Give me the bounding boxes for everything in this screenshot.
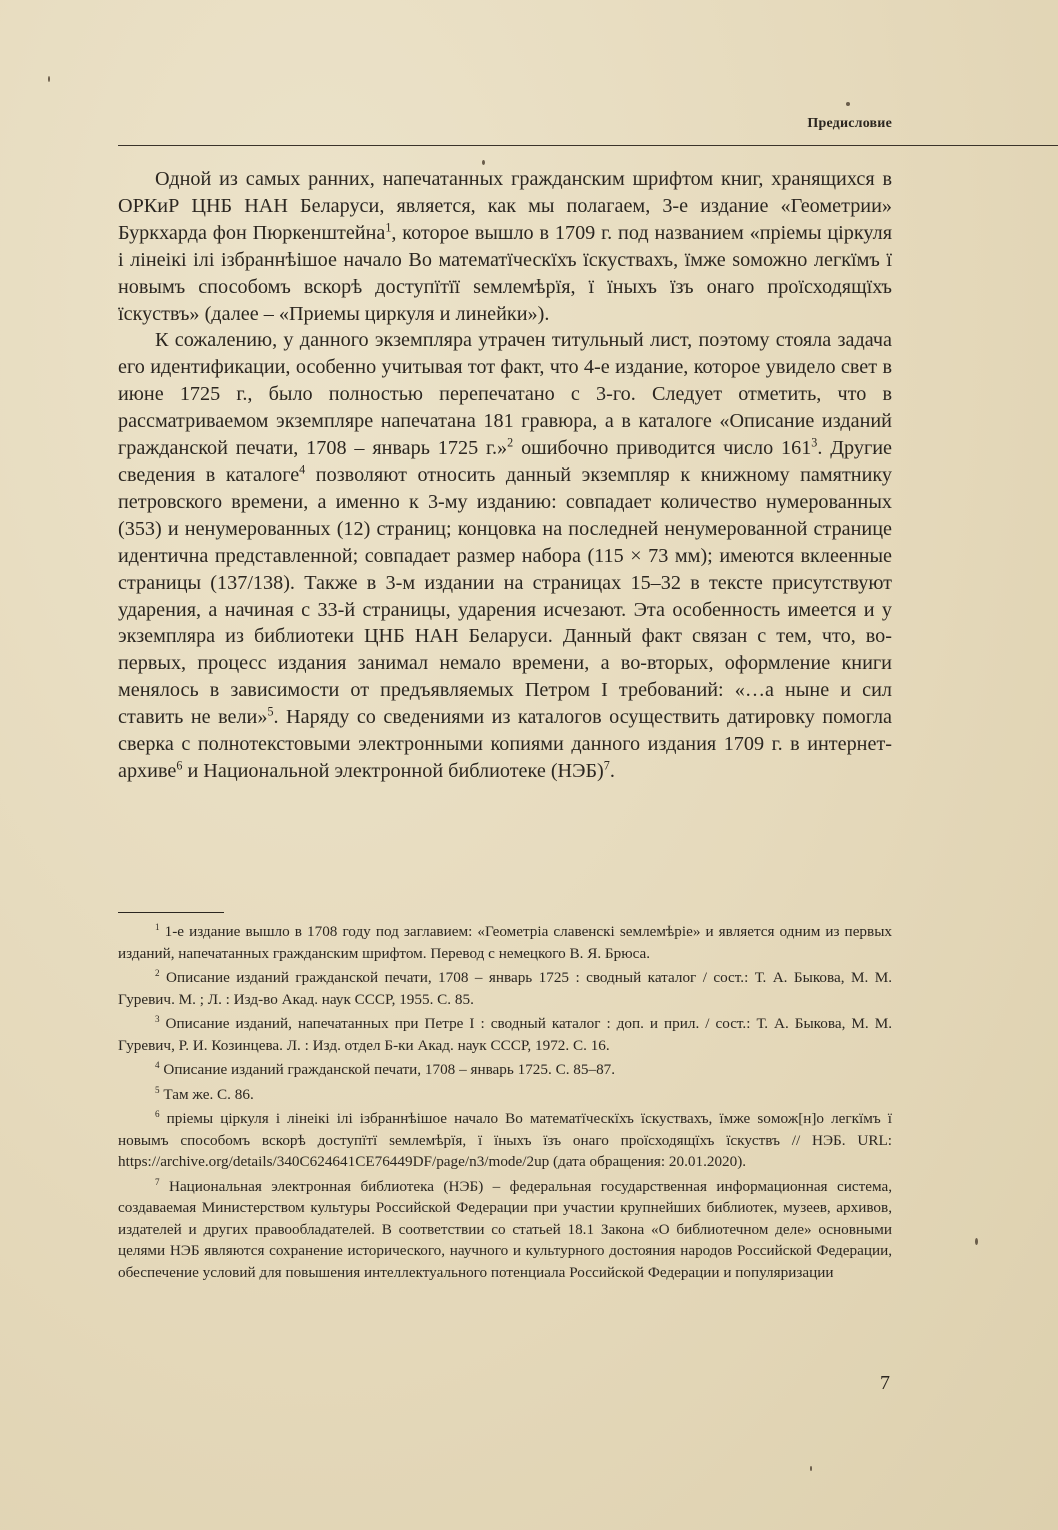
footnote-ref-5: 5 (267, 704, 274, 719)
paragraph-2: К сожалению, у данного экземпляра утрачен титульный лист, поэтому стояла задача его идентификации, особенно учитывая тот факт, что 4-е издание, которое увидело свет в июне 1725 г., было полностью перепечатано с 3-го. Следует отметить, что в рассматриваемом экземпляре напечатана 181 гравюра, а в каталоге «Описание изданий гражданской печати, 1708 – январь 1725 г.»$^2$ ошибочно приводится число $161^3$. Другие сведения в каталоге$^4$ позволяют относить данный экземпляр к книжному памятнику петровского времени, а именно к 3-му изданию: совпадает количество нумерованных (353) и ненумерованных (12) страниц; концовка на последней ненумерованной странице идентична представленной; совпадает размер набора (115 × 73 мм); имеются вклеенные страницы (137/138). Также в 3-м издании на страницах 15–32 в тексте присутствуют ударения, а начиная с 33-й страницы, ударения исчезают. Эта особенность имеется и у экземпляра из библиотеки ЦНБ НАН Беларуси. Данный факт связан с тем, что, во-первых, процесс издания занимал немало времени, а во-вторых, оформление книги менялось в зависимости от предъявляемых Петром I требований: «…а ныне и сил ставить не вели»$^5$. Наряду со сведениями из каталогов осуществить датировку помогла сверка с полнотекстовыми электронными копиями данного издания 1709 г. в интернет-архиве$^6$ и Национальной электронной библиотеке (НЭБ)$^7$. (118, 329, 892, 782)
footnote-ref-7: 7 (603, 758, 610, 773)
footnote-7: $^7$ Национальная электронная библиотека (НЭБ) – федеральная государственная информационная система, создаваемая Министерством культуры Российской Федерации при участии крупнейших библиотек, музеев, архивов, издателей и других правообладателей. В соответствии со статьей 18.1 Закона «О библиотечном деле» основными целями НЭБ являются сохранение исторического, научного и культурного достояния народов Российской Федерации, обеспечение условий для повышения интеллектуального потенциала Российской Федерации и популяризации (118, 1176, 892, 1281)
footnote-ref-2: 2 (507, 435, 514, 450)
paper-speck (482, 160, 485, 165)
footnote-ref-4: 4 (299, 462, 306, 477)
footnote-4: $^4$ Описание изданий гражданской печати, 1708 – январь 1725. С. 85–87. (155, 1059, 616, 1078)
paper-speck (846, 102, 850, 106)
footnote-3: $^3$ Описание изданий, напечатанных при Петре I : сводный каталог : доп. и прил. / сост.: Т. А. Быкова, М. М. Гуревич, Р. И. Козинцева. Л. : Изд. отдел Б-ки Акад. наук СССР, 1972. С. 16. (118, 1013, 892, 1054)
footnote-5: $^5$ Там же. С. 86. (155, 1084, 254, 1103)
footnote-1: $^1$ 1-е издание вышло в 1708 году под заглавием: «Геометріа славенскі ѕемлемѣріе» и является одним из первых изданий, напечатанных гражданским шрифтом. Перевод с немецкого В. Я. Брюса. (118, 921, 892, 962)
paper-speck (48, 76, 50, 82)
paper-speck (810, 1466, 812, 1471)
footnote-2: $^2$ Описание изданий гражданской печати, 1708 – январь 1725 : сводный каталог / сост.: Т. А. Быкова, М. М. Гуревич. М. ; Л. : Изд-во Акад. наук СССР, 1955. С. 85. (118, 967, 892, 1008)
footnote-separator (118, 912, 224, 913)
paragraph-1: Одной из самых ранних, напечатанных гражданским шрифтом книг, хранящихся в ОРКиР ЦНБ НАН Беларуси, является, как мы полагаем, 3-е издание «Геометрии» Буркхарда фон Пюркенштейна$^1$, которое вышло в 1709 г. под названием «пріемы ціркуля і лінеікі ілі ізбраннѣішое начало Во математїческїхъ їскуствахъ, їмже ѕoможно легкїмъ ї новымъ способомъ вскорѣ доступїтїї ѕемлемѣрїя, ї їныхъ їзъ онаго проїсходящїхъ їскуствъ» (далее – «Приемы циркуля и линейки»). (118, 168, 892, 325)
footnote-ref-6: 6 (176, 758, 183, 773)
footnotes (118, 921, 892, 1286)
running-header: Предисловие (807, 116, 892, 131)
footnote-6: $^6$ пріемы ціркуля і лінеікі ілі ізбраннѣішое начало Во математїческїхъ їскуствахъ, їмже ѕoмож[н]о легкїмъ ї новымъ способомъ вскорѣ доступїтї ѕемлемѣрїя, ї їныхъ їзъ онаго проїсходящїхъ їскуствъ // НЭБ. URL: https://archive.org/details/340C624641CE76449DF/page/n3/mode/2up (дата обращения: 20.01.2020). (118, 1108, 892, 1170)
footnote-ref-1: 1 (385, 220, 392, 235)
footnote-ref-3: 3 (811, 435, 818, 450)
page-number: 7 (880, 1372, 890, 1394)
header-rule (118, 145, 1058, 146)
main-text (118, 166, 892, 785)
paper-speck (975, 1238, 978, 1245)
